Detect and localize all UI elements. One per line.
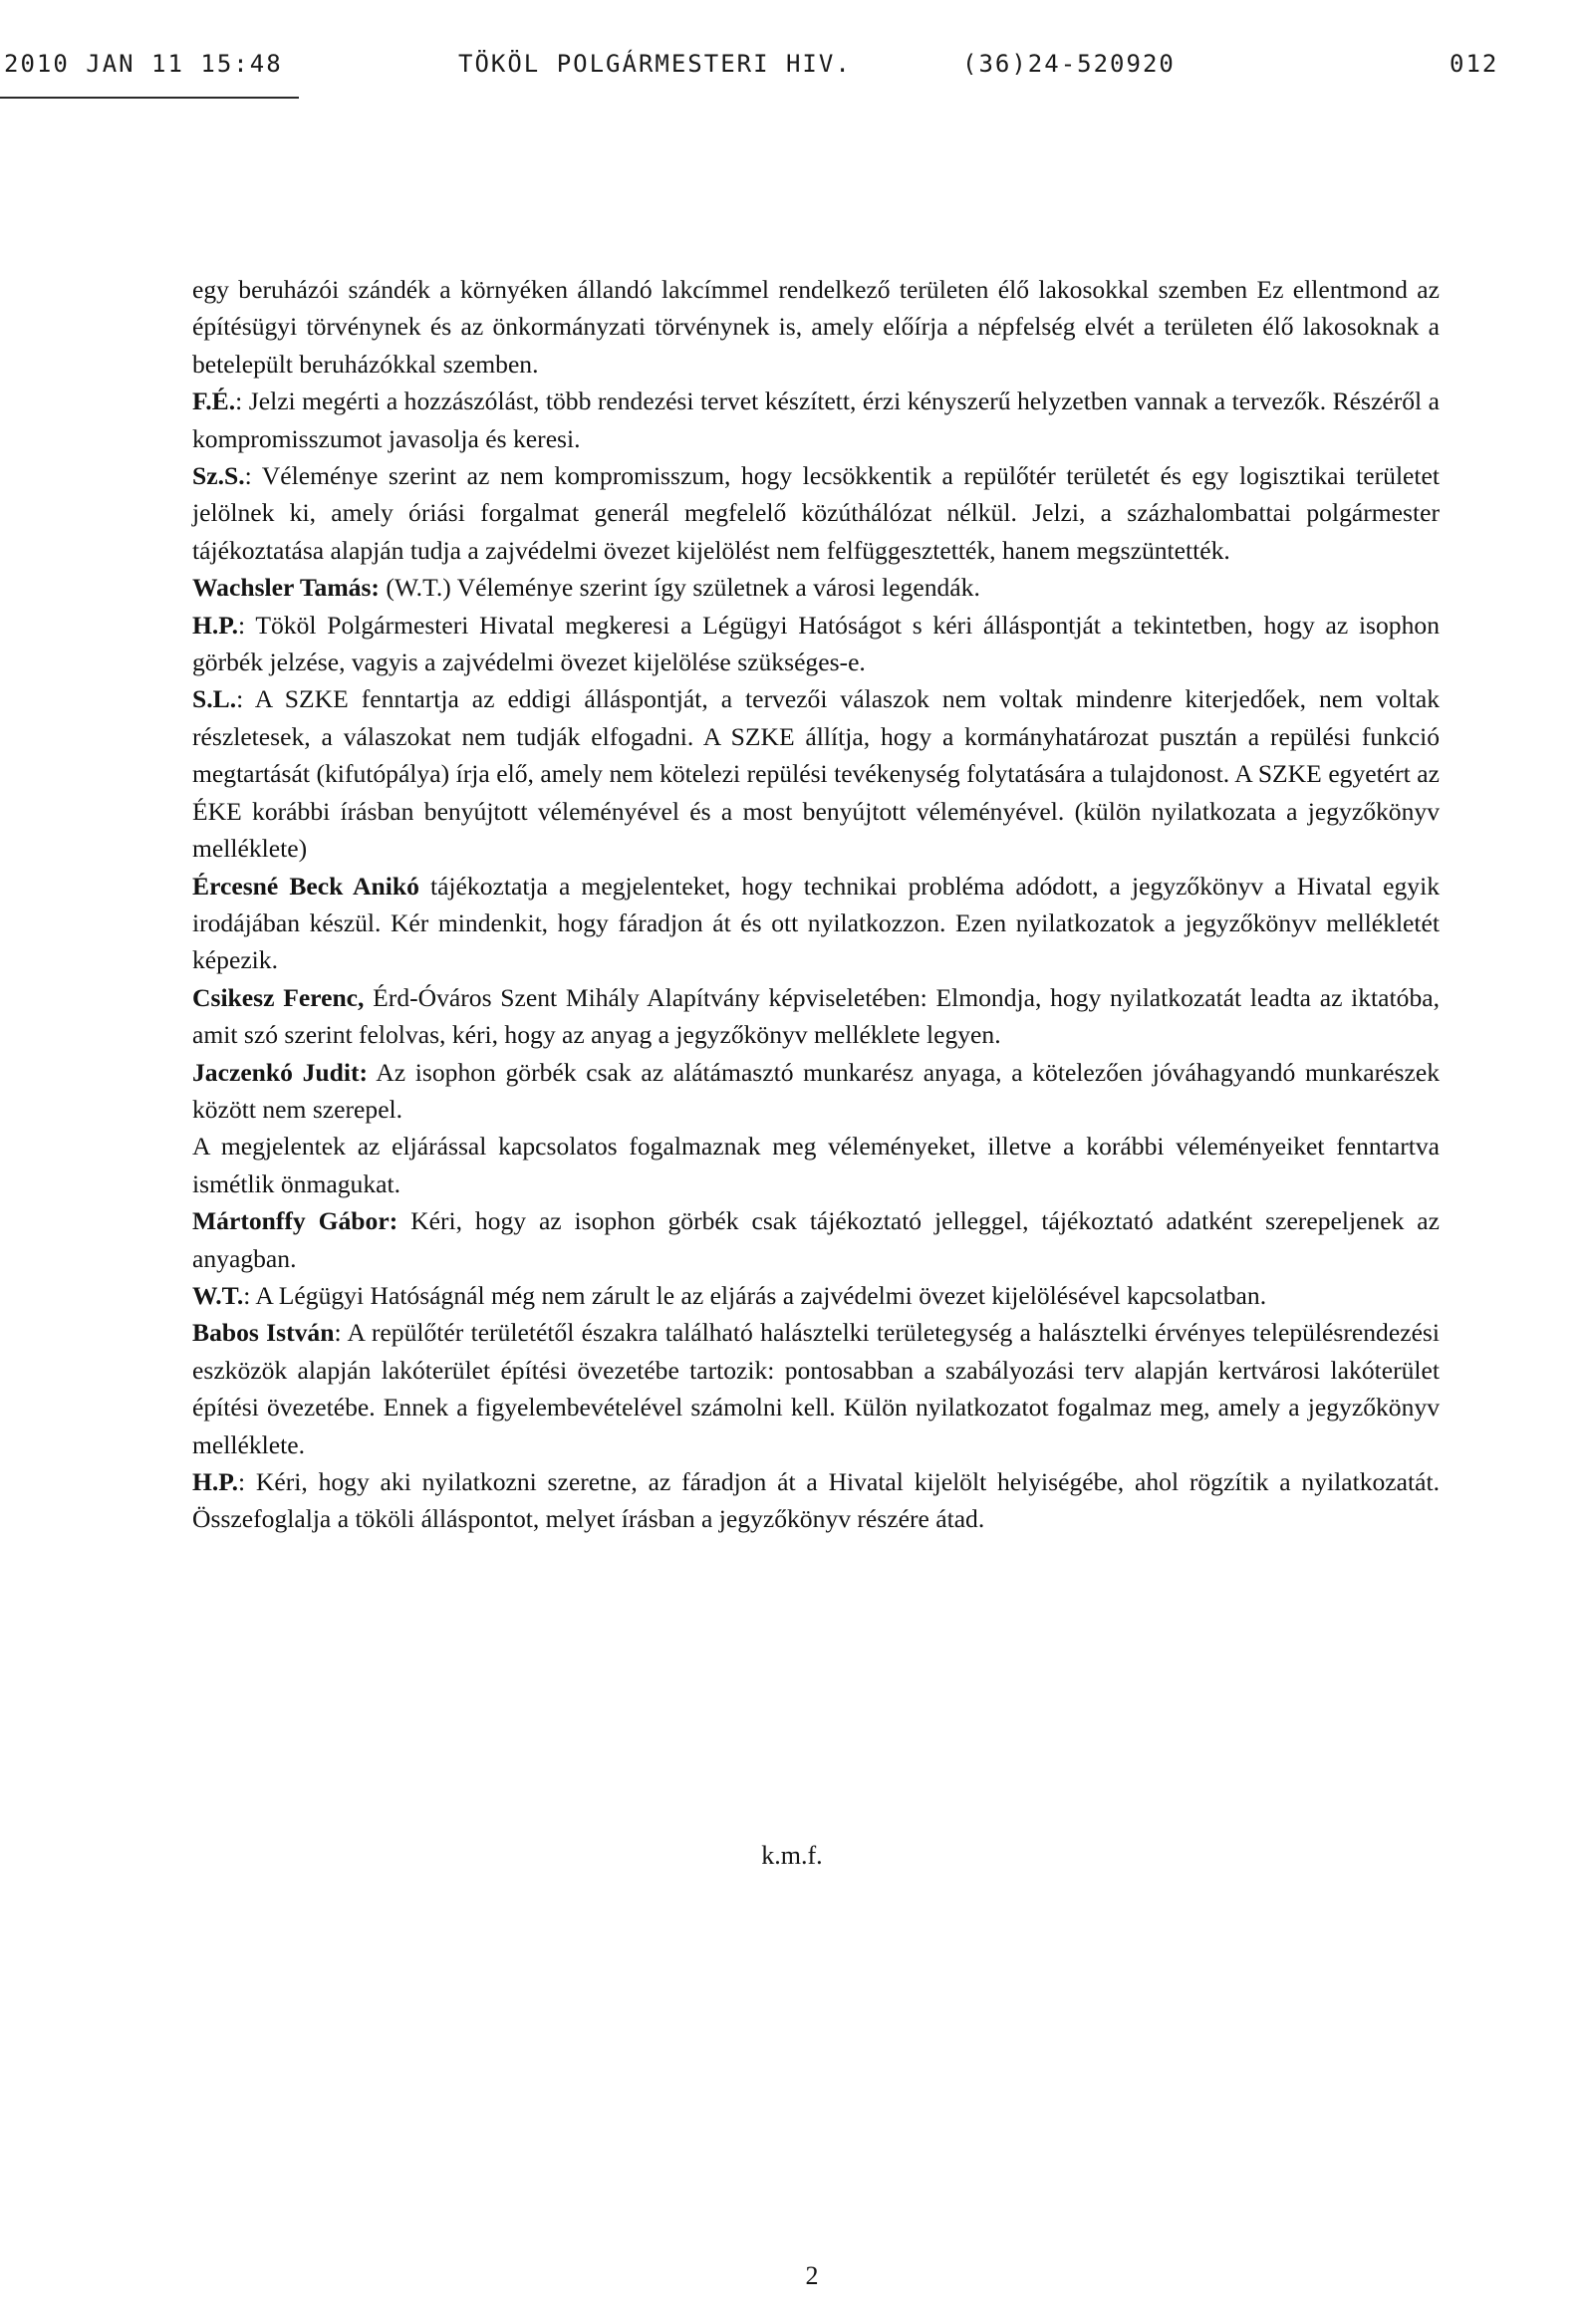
paragraph [192,569,1440,606]
speaker-name: W.T. [192,1280,244,1310]
speaker-name: Ércesné Beck Anikó [192,871,419,901]
paragraph [192,1277,1440,1314]
paragraph-text: : Kéri, hogy aki nyilatkozni szeretne, az fáradjon át a Hivatal kijelölt helyiségébe, ahol rögzítik a nyilatkozatát. Összefoglalja a tököli álláspontot, melyet írásban a jegyzőkönyv részére átad. [192,1467,1440,1534]
paragraph-text: : Jelzi megérti a hozzászólást, több rendezési tervet készített, érzi kényszerű helyzetben vannak a tervezők. Részéről a kompromisszumot javasolja és keresi. [192,387,1440,453]
paragraph [192,1463,1440,1538]
paragraph-text: : Tököl Polgármesteri Hivatal megkeresi a Légügyi Hatóságot s kéri álláspontját a tekintetben, hogy az isophon görbék jelzése, vagyis a zajvédelmi övezet kijelölése szükséges-e. [192,610,1440,677]
paragraph-text: Kéri, hogy az isophon görbék csak tájékoztató jelleggel, tájékoztató adatként szerepeljenek az anyagban. [192,1206,1440,1273]
speaker-name: Wachsler Tamás: [192,573,380,603]
speaker-name: H.P. [192,610,238,640]
paragraph [192,457,1440,569]
speaker-name: S.L. [192,684,237,714]
speaker-name: Mártonffy Gábor: [192,1206,398,1236]
paragraph [192,1054,1440,1129]
paragraph-text: : A repülőtér területétől északra található halásztelki területegység a halásztelki érvényes településrendezési eszközök alapján lakóterület építési övezetébe tartozik: pontosabban a szabályozási terv alapján kertvárosi lakóterület építési övezetébe. Ennek a figyelembevételével számolni kell. Külön nyilatkozatot fogalmaz meg, amely a jegyzőkönyv melléklete. [192,1318,1440,1459]
fax-page-number: 012 [1450,50,1499,78]
fax-header-rule [0,97,299,99]
paragraph [192,271,1440,383]
paragraph-text: A megjelentek az eljárással kapcsolatos fogalmaznak meg véleményeket, illetve a korábbi véleményeiket fenntartva ismétlik önmagukat. [192,1132,1440,1198]
paragraph [192,1202,1440,1277]
paragraph-text: Érd-Óváros Szent Mihály Alapítvány képviseletében: Elmondja, hogy nyilatkozatát leadta az iktatóba, amit szó szerint felolvas, kéri, hogy az anyag a jegyzőkönyv melléklete legyen. [192,982,1440,1050]
paragraph-text: : A SZKE fenntartja az eddigi álláspontját, a tervezői válaszok nem voltak mindenre kiterjedőek, nem voltak részletesek, a válaszokat nem tudják elfogadni. A SZKE állítja, hogy a kormányhatározat pusztán a repülési funkció megtartását (kifutópálya) írja elő, amely nem kötelezi repülési tevékenység folytatására a tulajdonost. A SZKE egyetért az ÉKE korábbi írásban benyújtott véleményével és a most benyújtott véleményével. (külön nyilatkozata a jegyzőkönyv melléklete) [192,684,1440,864]
speaker-name: H.P. [192,1467,238,1496]
paragraph [192,607,1440,681]
fax-phone: (36)24-520920 [962,50,1176,78]
paragraph-text: Az isophon görbék csak az alátámasztó munkarész anyaga, a kötelezően jóváhagyandó munkarészek között nem szerepel. [192,1057,1440,1124]
paragraph-text: tájékoztatja a megjelenteket, hogy technikai probléma adódott, a jegyzőkönyv a Hivatal egyik irodájában készül. Kér mindenkit, hogy fáradjon át és ott nyilatkozzon. Ezen nyilatkozatok a jegyzőkönyv mellékletét képezik. [192,871,1440,975]
paragraph [192,383,1440,457]
paragraph [192,1314,1440,1463]
closing-kmf: k.m.f. [761,1841,823,1870]
fax-date: 2010 JAN 11 15:48 [4,50,283,78]
fax-sender: TÖKÖL POLGÁRMESTERI HIV. [458,50,852,78]
speaker-name: Jaczenkó Judit: [192,1057,369,1087]
minutes-body [192,271,1440,1538]
speaker-name: F.É. [192,387,236,416]
fax-header [0,50,1584,94]
speaker-name: Csikesz Ferenc, [192,982,365,1012]
speaker-name: Sz.S. [192,461,245,491]
page-number: 2 [805,2261,819,2290]
paragraph-text: (W.T.) Véleménye szerint így születnek a városi legendák. [379,573,980,603]
paragraph-text: : A Légügyi Hatóságnál még nem zárult le az eljárás a zajvédelmi övezet kijelölésével kapcsolatban. [243,1280,1267,1310]
paragraph [192,868,1440,979]
paragraph [192,1128,1440,1202]
paragraph [192,979,1440,1054]
paragraph-text: egy beruházói szándék a környéken állandó lakcímmel rendelkező területen élő lakosokkal szemben Ez ellentmond az építésügyi törvénynek és az önkormányzati törvénynek is, amely előírja a népfelség elvét a területen élő lakosoknak a betelepült beruházókkal szemben. [192,275,1440,379]
speaker-name: Babos István [192,1318,335,1348]
paragraph [192,680,1440,867]
paragraph-text: : Véleménye szerint az nem kompromisszum, hogy lecsökkentik a repülőtér területét és egy logisztikai területet jelölnek ki, amely óriási forgalmat generál megfelelő közúthálózat nélkül. Jelzi, a százhalombattai polgármester tájékoztatása alapján tudja a zajvédelmi övezet kijelölést nem felfüggesztették, hanem megszüntették. [192,461,1440,565]
